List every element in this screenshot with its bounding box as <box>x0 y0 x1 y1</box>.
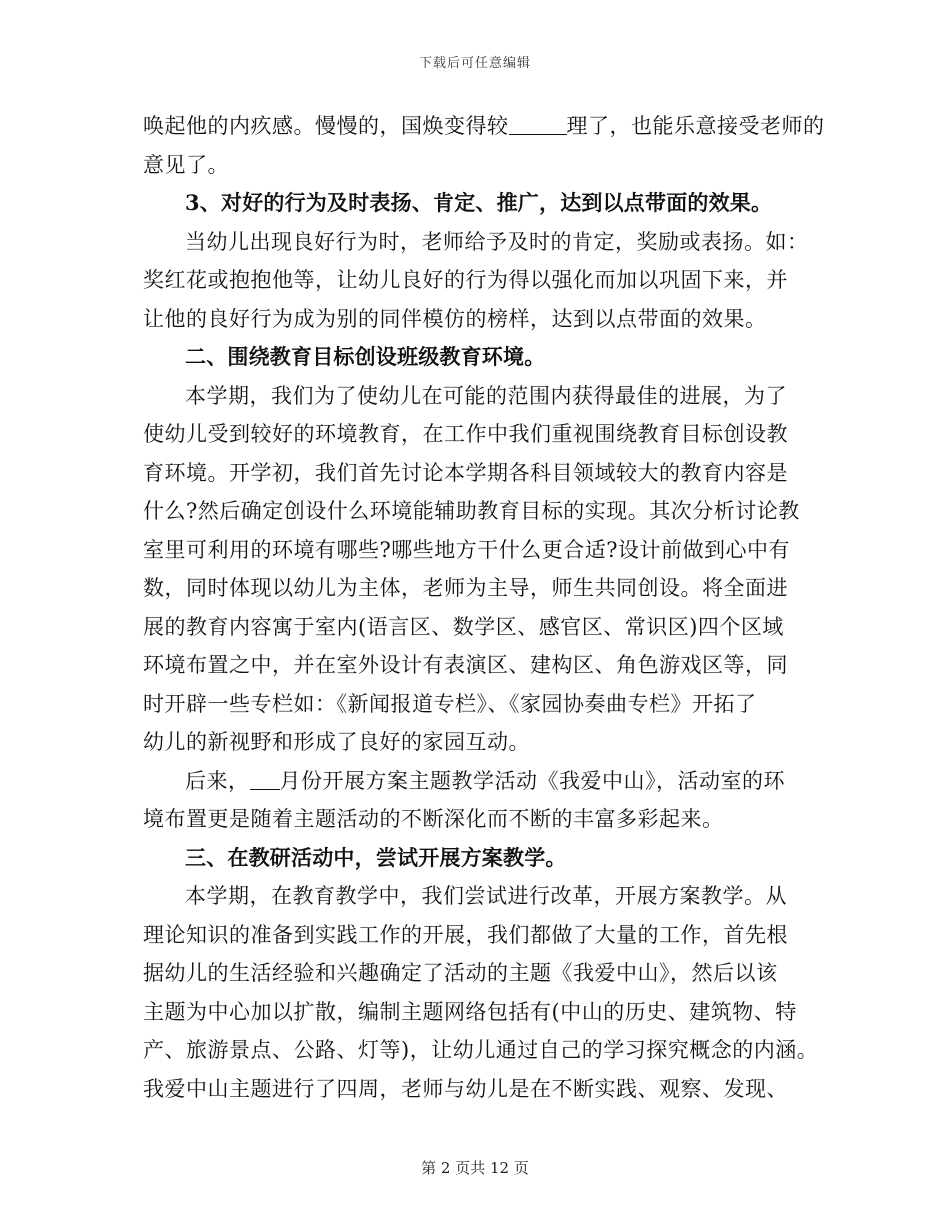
body-line: 主题为中心加以扩散，编制主题网络包括有(中山的历史、建筑物、特 <box>143 999 797 1024</box>
body-line: 室里可利用的环境有哪些?哪些地方干什么更合适?设计前做到心中有 <box>143 537 791 562</box>
body-line: 让他的良好行为成为别的同伴模仿的榜样，达到以点带面的效果。 <box>143 306 767 331</box>
page-footer: 第 2 页共 12 页 <box>421 1159 529 1177</box>
body-line: 环境布置之中，并在室外设计有表演区、建构区、角色游戏区等，同 <box>143 653 788 677</box>
body-line: 当幼儿出现良好行为时，老师给予及时的肯定，奖励或表扬。如： <box>185 229 809 254</box>
text-run: 后来， <box>185 768 250 793</box>
document-body <box>143 107 825 1108</box>
body-line: 产、旅游景点、公路、灯等)，让幼儿通过自己的学习探究概念的内涵。 <box>143 1038 819 1062</box>
body-line: 本学期，我们为了使幼儿在可能的范围内获得最佳的进展，为了 <box>185 383 787 408</box>
page-header: 下载后可任意编辑 <box>418 56 531 71</box>
body-line: 育环境。开学初，我们首先讨论本学期各科目领域较大的教育内容是 <box>143 460 788 485</box>
fill-blank <box>250 767 280 790</box>
section-heading: 三、在教研活动中，尝试开展方案教学。 <box>185 844 567 870</box>
body-line: 据幼儿的生活经验和兴趣确定了活动的主题《我爱中山》，然后以该 <box>143 961 778 985</box>
body-line: 幼儿的新视野和形成了良好的家园互动。 <box>143 730 530 754</box>
body-line: 境布置更是随着主题活动的不断深化而不断的丰富多彩起来。 <box>143 807 724 831</box>
body-line: 意见了。 <box>143 152 229 177</box>
body-line: 使幼儿受到较好的环境教育，在工作中我们重视围绕教育目标创设教 <box>143 422 788 446</box>
body-line: 什么?然后确定创设什么环境能辅助教育目标的实现。其次分析讨论教 <box>143 499 800 523</box>
text-run: 唤起他的内疚感。慢慢的，国焕变得较 <box>143 114 509 138</box>
subsection-heading: 3、对好的行为及时表扬、肯定、推广，达到以点带面的效果。 <box>185 190 773 215</box>
body-line <box>143 762 808 801</box>
body-line: 理论知识的准备到实践工作的开展，我们都做了大量的工作，首先根 <box>143 922 788 947</box>
fill-blank <box>509 112 567 135</box>
text-run: 月份开展方案主题教学活动《我爱中山》，活动室的环 <box>279 768 785 793</box>
body-line: 本学期，在教育教学中，我们尝试进行改革，开展方案教学。从 <box>185 884 787 908</box>
text-run: 理了，也能乐意接受老师的 <box>566 114 825 138</box>
section-heading: 二、围绕教育目标创设班级教育环境。 <box>185 344 546 369</box>
body-line <box>143 107 825 146</box>
body-line: 我爱中山主题进行了四周，老师与幼儿是在不断实践、观察、发现、 <box>143 1076 788 1101</box>
body-line: 时开辟一些专栏如：《新闻报道专栏》、《家园协奏曲专栏》开拓了 <box>143 691 757 716</box>
body-line: 奖红花或抱抱他等，让幼儿良好的行为得以强化而加以巩固下来，并 <box>143 268 788 292</box>
body-line: 数，同时体现以幼儿为主体，老师为主导，师生共同创设。将全面进 <box>143 576 788 600</box>
body-line: 展的教育内容寓于室内(语言区、数学区、感官区、常识区)四个区域 <box>143 614 784 639</box>
